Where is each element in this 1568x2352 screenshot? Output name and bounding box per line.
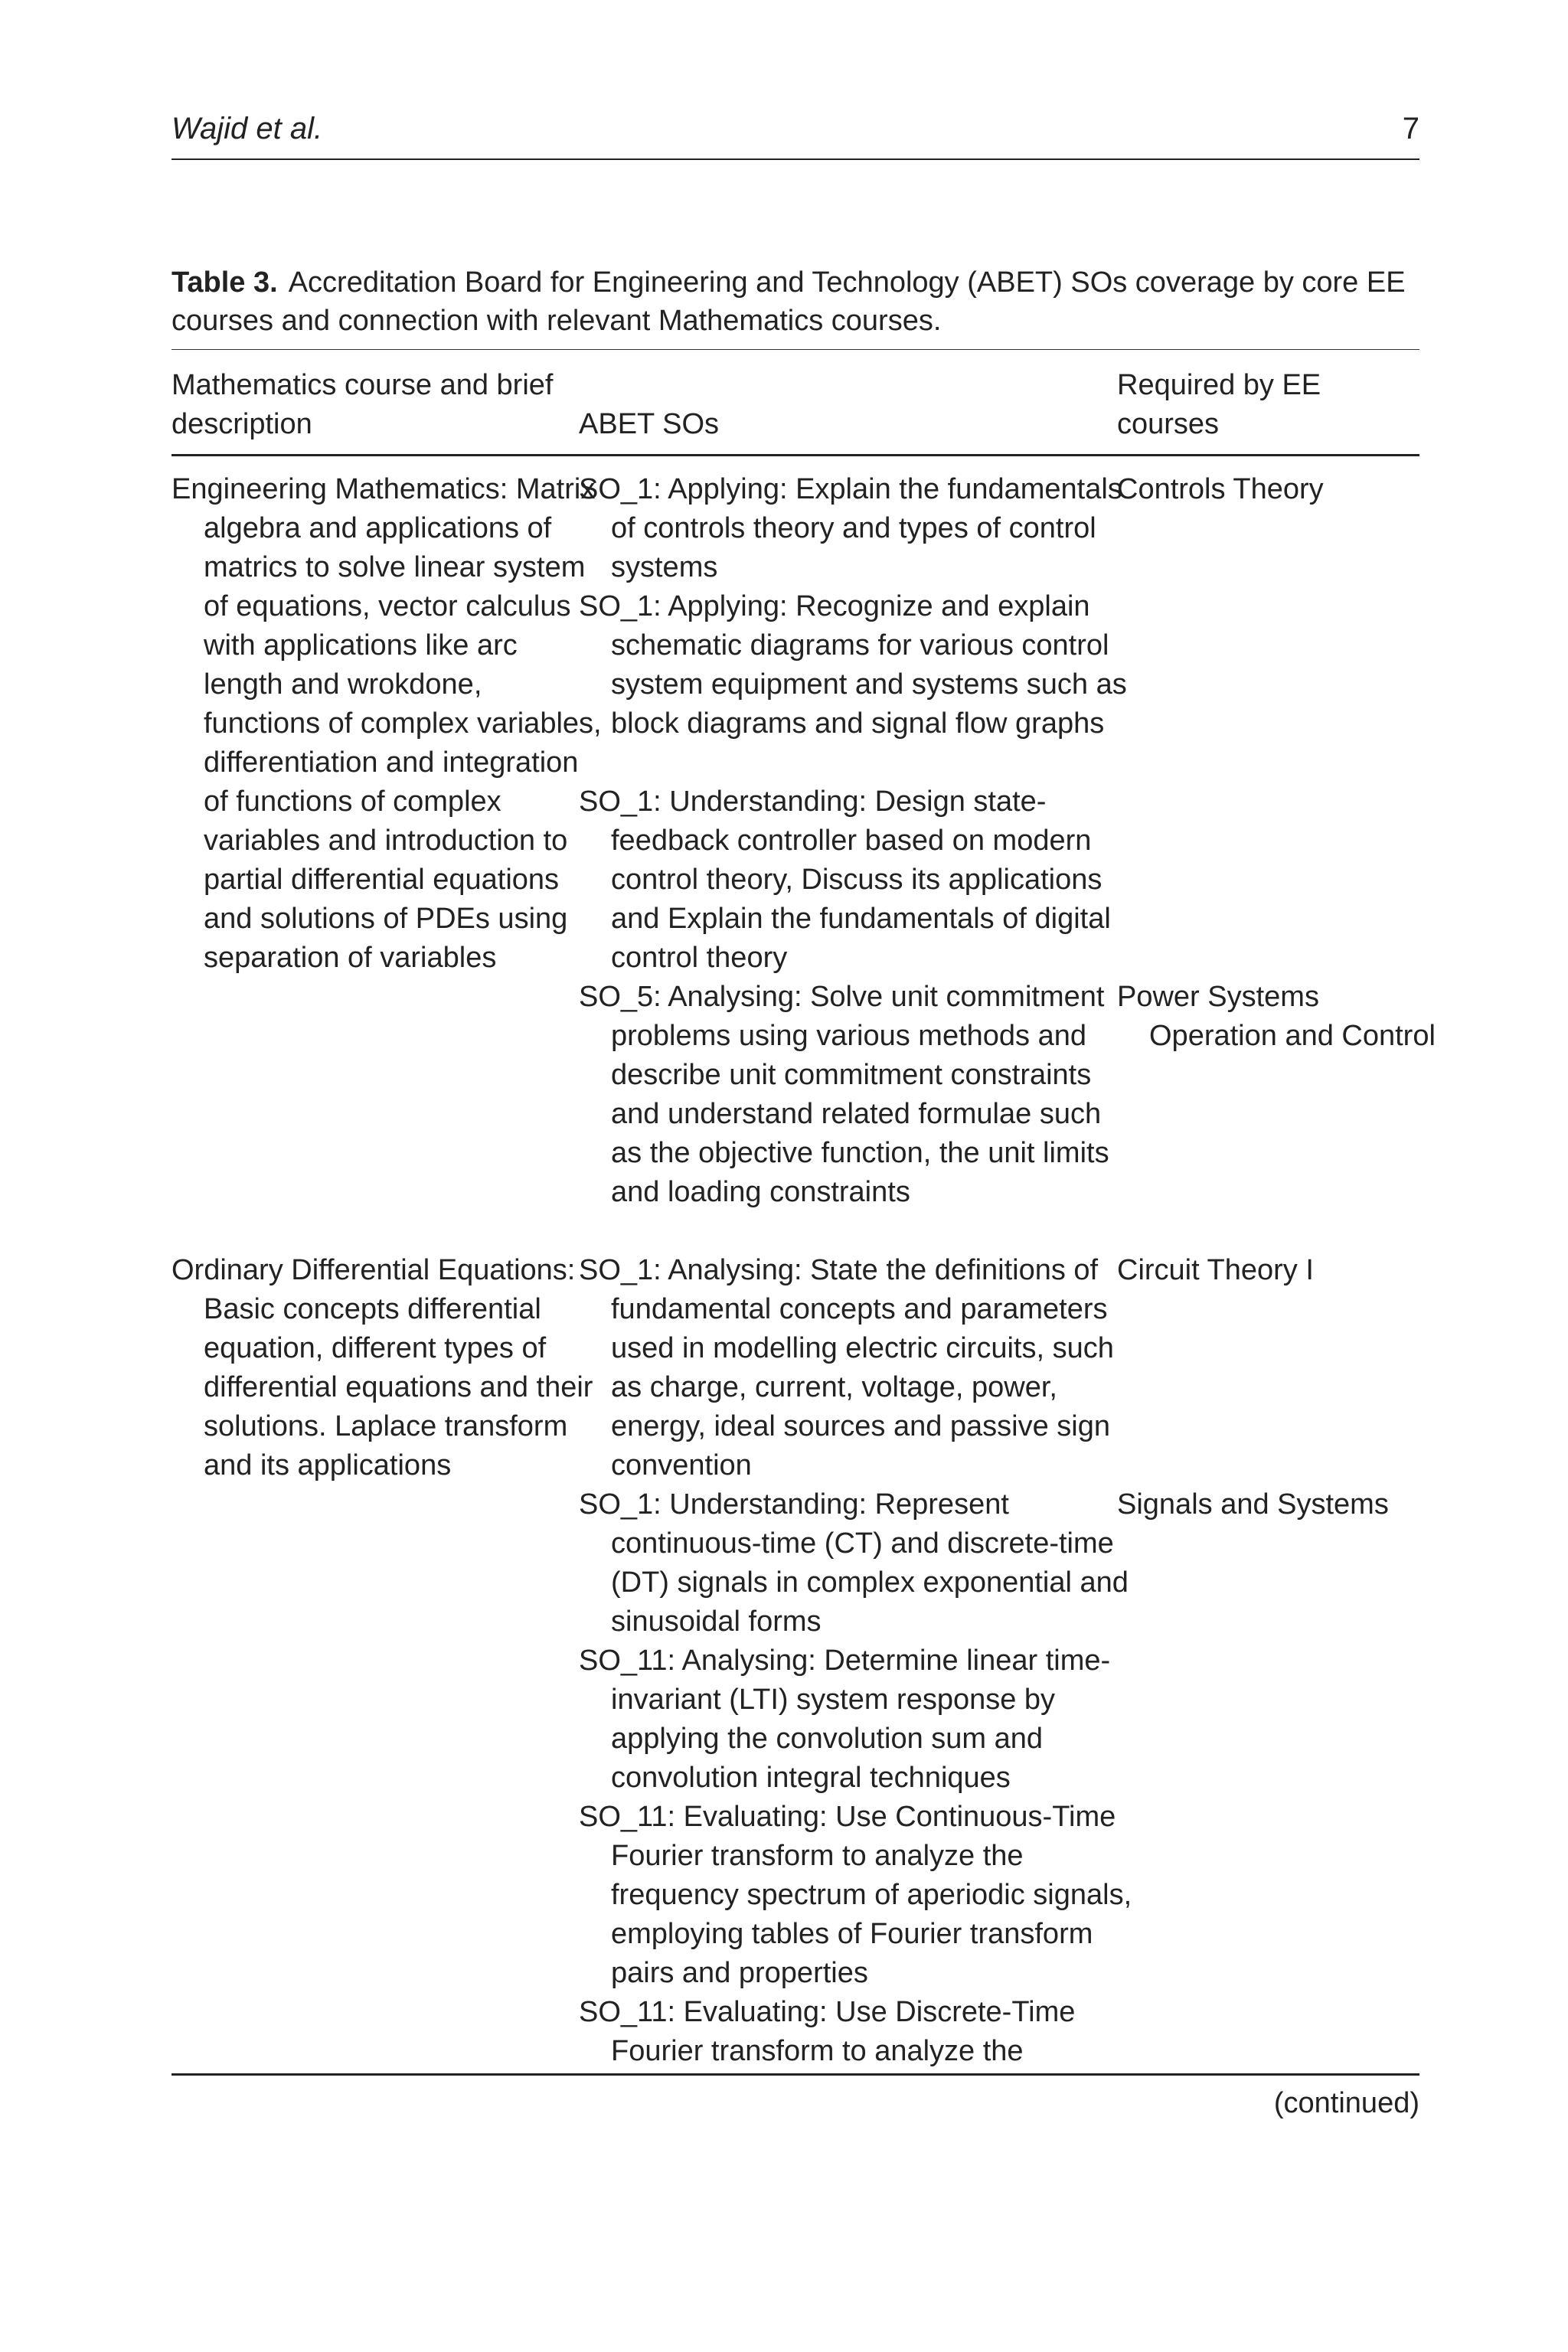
so-entry: SO_1: Understanding: Design state-feedback controller based on modern control theory, Discuss its applications and Explain the fundamentals of digital control theory bbox=[579, 786, 1111, 974]
so-entry: SO_5: Analysing: Solve unit commitment problems using various methods and describe unit commitment constraints and understand related formulae such as the objective function, the unit limits and loading constraints bbox=[579, 981, 1109, 1208]
so-entry: SO_11: Evaluating: Use Continuous-Time Fourier transform to analyze the frequency spectrum of aperiodic signals, employing tables of Fourier transform pairs and properties bbox=[579, 1801, 1132, 1989]
so-entry: SO_11: Evaluating: Use Discrete-Time Fourier transform to analyze the bbox=[579, 1996, 1076, 2067]
so-entry: SO_11: Analysing: Determine linear time-invariant (LTI) system response by applying the convolution sum and convolution integral techniques bbox=[579, 1645, 1111, 1794]
continued-note: (continued) bbox=[1273, 2087, 1419, 2119]
ee-course-entry: Circuit Theory I bbox=[1117, 1254, 1314, 1286]
running-head-author: Wajid et al. bbox=[172, 112, 323, 145]
so-entry: SO_1: Analysing: State the definitions of fundamental concepts and parameters used in modelling electric circuits, such as charge, current, voltage, power, energy, ideal sources and passive sign convention bbox=[579, 1254, 1114, 1481]
running-head bbox=[172, 110, 1419, 156]
table-caption-text: Accreditation Board for Engineering and Technology (ABET) SOs coverage by core EE courses and connection with relevant Mathematics courses. bbox=[172, 266, 1406, 337]
table-bottom-rule bbox=[172, 2073, 1419, 2076]
header-required-by: Required by EE courses bbox=[1117, 369, 1321, 440]
so-entry: SO_1: Applying: Recognize and explain schematic diagrams for various control system equipment and systems such as block diagrams and signal flow graphs bbox=[579, 590, 1127, 740]
so-entry: SO_1: Applying: Explain the fundamentals of controls theory and types of control systems bbox=[579, 473, 1122, 583]
ee-course-entry: Power Systems Operation and Control bbox=[1117, 981, 1436, 1052]
table-caption-label: Table 3. bbox=[172, 266, 278, 299]
page-number: 7 bbox=[1402, 112, 1419, 145]
math-course-entry: Engineering Mathematics: Matrix algebra and applications of matrics to solve linear system of equations, vector calculus with applications like arc length and wrokdone, functions of complex variables, differentiation and integration of functions of complex variables and introduction to partial differential equations and solutions of PDEs using separation of variables bbox=[172, 473, 602, 974]
header-abet-sos: ABET SOs bbox=[579, 408, 720, 440]
header-bottom-rule bbox=[172, 454, 1419, 456]
ee-course-entry: Signals and Systems bbox=[1117, 1488, 1389, 1521]
ee-course-entry: Controls Theory bbox=[1117, 473, 1324, 505]
so-entry: SO_1: Understanding: Represent continuous-time (CT) and discrete-time (DT) signals in complex exponential and sinusoidal forms bbox=[579, 1488, 1129, 1638]
header-math-course: Mathematics course and brief description bbox=[172, 369, 554, 440]
table-top-rule bbox=[172, 349, 1419, 350]
math-course-entry: Ordinary Differential Equations: Basic concepts differential equation, different types of differential equations and their solutions. Laplace transform and its applications bbox=[172, 1254, 593, 1481]
table-caption bbox=[172, 263, 1419, 340]
running-head-rule bbox=[172, 158, 1419, 160]
